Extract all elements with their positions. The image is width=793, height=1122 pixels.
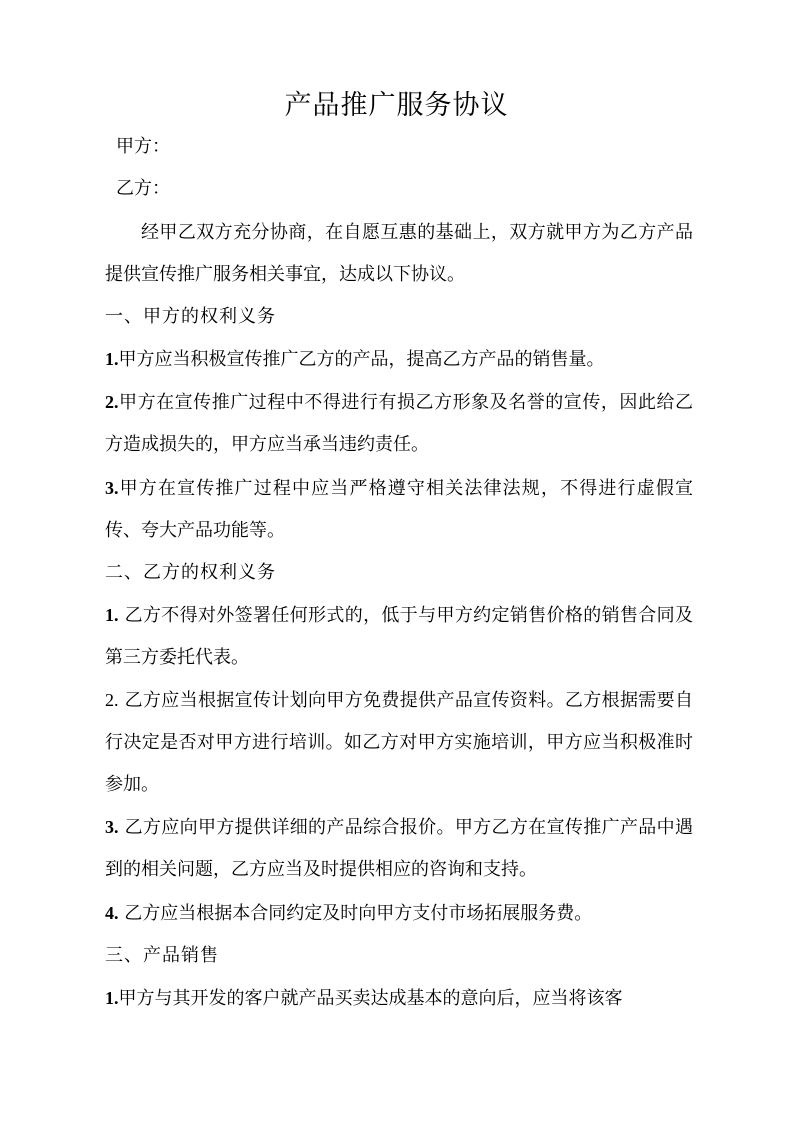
clause-2-2 <box>105 679 693 806</box>
clause-2-1 <box>105 594 693 679</box>
clause-number: 2. <box>105 690 119 711</box>
party-a-label: 甲方： <box>116 136 170 157</box>
party-b-label: 乙方： <box>116 178 170 199</box>
clause-2-3 <box>105 806 693 891</box>
clause-1-2 <box>105 381 693 466</box>
section-heading-2: 二、乙方的权利义务 <box>105 561 276 583</box>
clause-1-3 <box>105 467 693 552</box>
clause-text: 甲方应当积极宣传推广乙方的产品，提高乙方产品的销售量。 <box>118 349 605 371</box>
clause-number: 4. <box>105 902 119 923</box>
clause-number: 1. <box>105 987 119 1008</box>
section-heading-3: 三、产品销售 <box>105 944 219 966</box>
clause-2-4 <box>105 892 693 935</box>
clause-text: 乙方应当根据宣传计划向甲方免费提供产品宣传资料。乙方根据需要自行决定是否对甲方进行培训。如乙方对甲方实施培训，甲方应当积极准时参加。 <box>105 690 693 796</box>
clause-number: 3. <box>105 817 119 838</box>
clause-text: 甲方与其开发的客户就产品买卖达成基本的意向后，应当将该客 <box>118 987 623 1009</box>
clause-text: 乙方不得对外签署任何形式的，低于与甲方约定销售价格的销售合同及第三方委托代表。 <box>105 604 693 668</box>
section-heading-1: 一、甲方的权利义务 <box>105 306 276 328</box>
clause-1-1 <box>105 338 693 381</box>
clause-number: 1. <box>105 349 119 370</box>
clause-number: 1. <box>105 604 119 625</box>
clause-number: 2. <box>105 392 119 413</box>
document-title: 产品推广服务协议 <box>284 90 509 121</box>
clause-text: 甲方在宣传推广过程中不得进行有损乙方形象及名誉的宣传，因此给乙方造成损失的，甲方应当承当违约责任。 <box>105 392 693 456</box>
agreement-body <box>105 212 693 1020</box>
intro-paragraph: 经甲乙双方充分协商，在自愿互惠的基础上，双方就甲方为乙方产品提供宣传推广服务相关事宜，达成以下协议。 <box>105 222 693 286</box>
clause-3-1 <box>105 977 693 1020</box>
clause-text: 乙方应向甲方提供详细的产品综合报价。甲方乙方在宣传推广产品中遇到的相关问题，乙方应当及时提供相应的咨询和支持。 <box>105 817 693 881</box>
clause-number: 3. <box>105 477 119 498</box>
clause-text: 乙方应当根据本合同约定及时向甲方支付市场拓展服务费。 <box>118 902 593 924</box>
clause-text: 甲方在宣传推广过程中应当严格遵守相关法律法规，不得进行虚假宣传、夸大产品功能等。 <box>105 477 693 541</box>
